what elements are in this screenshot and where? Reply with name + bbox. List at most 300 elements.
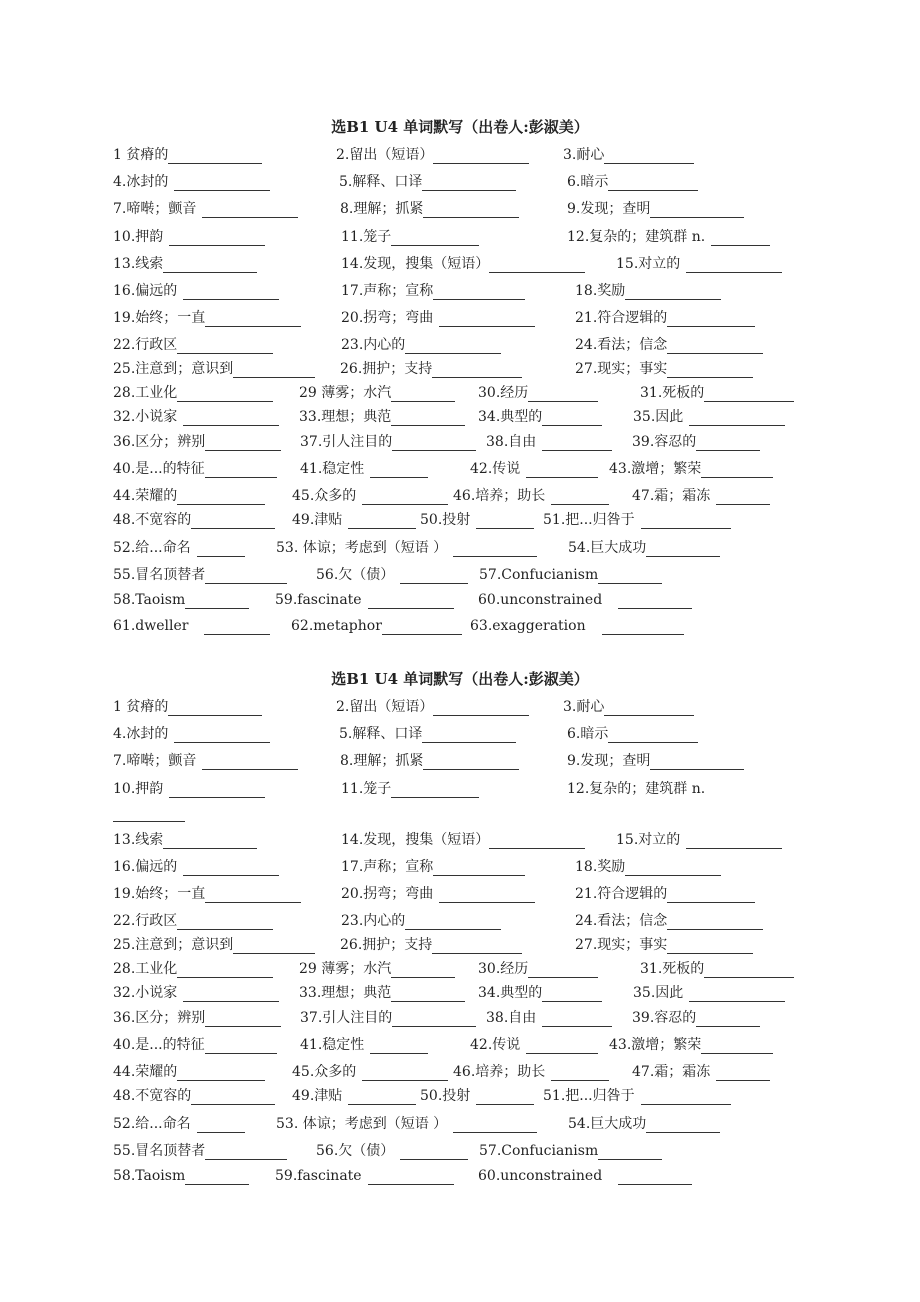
vocab-item [113, 831, 257, 849]
answer-blank[interactable] [391, 963, 455, 978]
vocab-item [478, 408, 602, 426]
sheet-title: 选B1 U4 单词默写（出卷人:彭淑美） [331, 118, 589, 136]
answer-blank[interactable] [191, 514, 275, 529]
vocab-item [341, 885, 535, 903]
vocab-item [292, 1063, 448, 1081]
answer-blank[interactable] [542, 436, 612, 451]
vocab-item [299, 960, 455, 978]
answer-blank[interactable] [168, 701, 262, 716]
answer-blank[interactable] [625, 861, 721, 876]
vocab-item [420, 511, 534, 529]
vocab-item [633, 408, 785, 426]
vocab-item [292, 487, 448, 505]
vocab-item [113, 460, 277, 478]
vocab-prompt: 44.荣耀的 [113, 1064, 178, 1080]
answer-blank[interactable] [183, 861, 279, 876]
answer-blank[interactable] [400, 1145, 468, 1160]
vocab-prompt: 37.引人注目的 [300, 434, 393, 450]
vocab-item [575, 336, 763, 354]
vocab-item [113, 752, 298, 770]
vocab-prompt: 19.始终；一直 [113, 310, 206, 326]
answer-blank[interactable] [205, 1145, 287, 1160]
vocab-prompt: 53. 体谅；考虑到（短语 ） [276, 540, 448, 556]
answer-blank[interactable] [551, 490, 609, 505]
vocab-item [276, 1115, 537, 1133]
vocab-prompt: 8.理解；抓紧 [340, 753, 424, 769]
answer-blank[interactable] [202, 755, 298, 770]
answer-blank[interactable] [202, 203, 298, 218]
answer-blank[interactable] [701, 463, 773, 478]
answer-blank[interactable] [169, 783, 265, 798]
vocab-item [568, 539, 720, 557]
answer-blank[interactable] [113, 807, 185, 822]
vocab-prompt: 45.众多的 [292, 1064, 357, 1080]
answer-blank[interactable] [646, 1118, 720, 1133]
vocab-item [300, 1009, 476, 1027]
vocab-prompt: 36.区分；辨别 [113, 1010, 206, 1026]
vocab-prompt: 1 贫瘠的 [113, 699, 169, 715]
vocab-item [341, 912, 501, 930]
vocab-prompt: 7.啼啭；颤音 [113, 201, 197, 217]
vocab-item [340, 936, 522, 954]
vocab-item [113, 1009, 281, 1027]
vocab-prompt: 50.投射 [420, 512, 471, 528]
vocab-prompt: 5.解释、口译 [339, 174, 423, 190]
vocab-item [275, 591, 454, 609]
vocab-item [563, 146, 694, 164]
answer-blank[interactable] [696, 436, 760, 451]
answer-blank[interactable] [168, 149, 262, 164]
answer-blank[interactable] [476, 1090, 534, 1105]
vocab-prompt: 15.对立的 [616, 832, 681, 848]
vocab-prompt: 9.发现；查明 [567, 201, 651, 217]
answer-blank[interactable] [197, 542, 245, 557]
answer-blank[interactable] [608, 728, 698, 743]
vocab-prompt: 4.冰封的 [113, 174, 169, 190]
answer-blank[interactable] [391, 411, 465, 426]
vocab-prompt: 25.注意到；意识到 [113, 937, 234, 953]
vocab-item [470, 1036, 598, 1054]
vocab-item [479, 1142, 662, 1160]
answer-blank[interactable] [598, 1145, 662, 1160]
vocab-prompt: 51.把...归咎于 [543, 512, 635, 528]
vocab-prompt: 34.典型的 [478, 409, 543, 425]
answer-blank[interactable] [183, 411, 279, 426]
answer-blank[interactable] [453, 542, 537, 557]
vocab-prompt: 5.解释、口译 [339, 726, 423, 742]
answer-blank[interactable] [641, 1090, 731, 1105]
vocab-prompt: 60.unconstrained [478, 592, 603, 608]
vocab-item [341, 309, 535, 327]
answer-blank[interactable] [618, 594, 692, 609]
answer-blank[interactable] [667, 915, 763, 930]
answer-blank[interactable] [641, 514, 731, 529]
vocab-prompt: 22.行政区 [113, 337, 178, 353]
vocab-prompt: 36.区分；辨别 [113, 434, 206, 450]
vocab-prompt: 8.理解；抓紧 [340, 201, 424, 217]
vocab-item [113, 1087, 275, 1105]
answer-blank[interactable] [667, 312, 755, 327]
vocab-item [113, 1115, 245, 1133]
vocab-item [470, 617, 684, 635]
vocab-item [575, 912, 763, 930]
answer-blank[interactable] [205, 312, 301, 327]
answer-blank[interactable] [400, 569, 468, 584]
vocab-prompt: 24.看法；信念 [575, 337, 668, 353]
vocab-item [568, 1115, 720, 1133]
vocab-prompt: 43.激增；繁荣 [609, 1037, 702, 1053]
answer-blank[interactable] [667, 363, 753, 378]
vocab-prompt: 55.冒名顶替者 [113, 1143, 206, 1159]
vocab-prompt: 24.看法；信念 [575, 913, 668, 929]
answer-blank[interactable] [604, 149, 694, 164]
vocab-prompt: 48.不宽容的 [113, 1088, 192, 1104]
answer-blank[interactable] [476, 514, 534, 529]
vocab-prompt: 30.经历 [478, 385, 529, 401]
answer-blank[interactable] [177, 387, 273, 402]
vocab-item [113, 511, 275, 529]
vocab-prompt: 2.留出（短语） [336, 699, 434, 715]
vocab-prompt: 39.容忍的 [632, 434, 697, 450]
vocab-item [478, 960, 598, 978]
vocab-prompt: 17.声称；宣称 [341, 283, 434, 299]
answer-blank[interactable] [433, 285, 525, 300]
sheet-title: 选B1 U4 单词默写（出卷人:彭淑美） [331, 670, 589, 688]
vocab-prompt: 39.容忍的 [632, 1010, 697, 1026]
vocab-prompt: 25.注意到；意识到 [113, 361, 234, 377]
answer-blank[interactable] [197, 1118, 245, 1133]
answer-blank[interactable] [205, 463, 277, 478]
answer-blank[interactable] [348, 1090, 416, 1105]
vocab-item [470, 460, 598, 478]
answer-blank[interactable] [646, 542, 720, 557]
vocab-prompt: 3.耐心 [563, 699, 605, 715]
vocab-prompt: 57.Confucianism [479, 1143, 599, 1159]
vocab-item [113, 384, 273, 402]
answer-blank[interactable] [382, 620, 462, 635]
vocab-item [299, 408, 465, 426]
vocab-prompt: 57.Confucianism [479, 567, 599, 583]
answer-blank[interactable] [716, 1066, 770, 1081]
vocab-item [339, 173, 516, 191]
answer-blank[interactable] [432, 939, 522, 954]
answer-blank[interactable] [348, 514, 416, 529]
vocab-prompt: 21.符合逻辑的 [575, 886, 668, 902]
vocab-item [292, 1087, 416, 1105]
answer-blank[interactable] [551, 1066, 609, 1081]
vocab-item [113, 1142, 287, 1160]
answer-blank[interactable] [177, 1066, 265, 1081]
vocab-prompt: 13.线索 [113, 832, 164, 848]
answer-blank[interactable] [704, 387, 794, 402]
vocab-prompt: 4.冰封的 [113, 726, 169, 742]
vocab-prompt: 30.经历 [478, 961, 529, 977]
answer-blank[interactable] [362, 1066, 448, 1081]
answer-blank[interactable] [598, 569, 662, 584]
vocab-item [113, 960, 273, 978]
vocab-prompt: 15.对立的 [616, 256, 681, 272]
vocab-prompt: 12.复杂的；建筑群 n. [567, 229, 706, 245]
answer-blank[interactable] [453, 1118, 537, 1133]
vocab-item [276, 539, 537, 557]
vocab-item [113, 282, 279, 300]
vocab-item [632, 433, 760, 451]
vocab-item [420, 1087, 534, 1105]
vocab-item [113, 858, 279, 876]
answer-blank[interactable] [163, 258, 257, 273]
vocab-prompt: 37.引人注目的 [300, 1010, 393, 1026]
answer-blank[interactable] [489, 834, 585, 849]
vocab-prompt: 44.荣耀的 [113, 488, 178, 504]
answer-blank[interactable] [433, 701, 529, 716]
vocab-item [292, 511, 416, 529]
vocab-item [567, 725, 698, 743]
answer-blank[interactable] [686, 258, 782, 273]
answer-blank[interactable] [604, 701, 694, 716]
vocab-item [567, 173, 698, 191]
answer-blank[interactable] [625, 285, 721, 300]
vocab-prompt: 6.暗示 [567, 726, 609, 742]
answer-blank[interactable] [391, 987, 465, 1002]
vocab-prompt: 22.行政区 [113, 913, 178, 929]
vocab-prompt: 23.内心的 [341, 913, 406, 929]
vocab-prompt: 11.笼子 [341, 781, 392, 797]
vocab-prompt: 46.培养；助长 [453, 488, 546, 504]
answer-blank[interactable] [528, 963, 598, 978]
answer-blank[interactable] [391, 783, 479, 798]
vocab-prompt: 10.押韵 [113, 229, 164, 245]
vocab-prompt: 18.奖励 [575, 859, 626, 875]
answer-blank[interactable] [163, 834, 257, 849]
answer-blank[interactable] [362, 490, 448, 505]
answer-blank[interactable] [205, 436, 281, 451]
answer-blank[interactable] [528, 387, 598, 402]
vocab-item [275, 1167, 454, 1185]
vocab-prompt: 14.发现，搜集（短语） [341, 832, 490, 848]
answer-blank[interactable] [185, 594, 249, 609]
vocab-item [336, 146, 529, 164]
answer-blank[interactable] [433, 861, 525, 876]
answer-blank[interactable] [405, 339, 501, 354]
answer-blank[interactable] [169, 231, 265, 246]
answer-blank[interactable] [422, 176, 516, 191]
answer-blank[interactable] [191, 1090, 275, 1105]
vocab-item [113, 408, 279, 426]
vocab-item [616, 831, 782, 849]
answer-blank[interactable] [667, 939, 753, 954]
answer-blank[interactable] [650, 203, 744, 218]
answer-blank[interactable] [704, 963, 794, 978]
vocab-prompt: 52.给...命名 [113, 540, 191, 556]
vocab-item [543, 511, 731, 529]
vocab-item [113, 433, 281, 451]
vocab-prompt: 38.自由 [486, 434, 537, 450]
vocab-prompt: 29 薄雾；水汽 [299, 385, 392, 401]
vocab-item [113, 487, 265, 505]
vocab-prompt: 16.偏远的 [113, 859, 178, 875]
answer-blank[interactable] [177, 490, 265, 505]
vocab-item [113, 912, 273, 930]
vocab-prompt: 27.现实；事实 [575, 937, 668, 953]
answer-blank[interactable] [233, 363, 315, 378]
answer-blank[interactable] [542, 411, 602, 426]
vocab-item [299, 384, 455, 402]
answer-blank[interactable] [204, 620, 270, 635]
vocab-prompt: 42.传说 [470, 461, 521, 477]
vocab-item [113, 309, 301, 327]
answer-blank[interactable] [701, 1039, 773, 1054]
answer-blank[interactable] [526, 463, 598, 478]
answer-blank[interactable] [618, 1170, 692, 1185]
answer-blank[interactable] [205, 1039, 277, 1054]
answer-blank[interactable] [177, 963, 273, 978]
answer-blank[interactable] [716, 490, 770, 505]
answer-blank[interactable] [422, 728, 516, 743]
vocab-item [575, 858, 721, 876]
vocab-prompt: 21.符合逻辑的 [575, 310, 668, 326]
vocab-prompt: 9.发现；查明 [567, 753, 651, 769]
answer-blank[interactable] [391, 231, 479, 246]
vocab-prompt: 11.笼子 [341, 229, 392, 245]
vocab-item [567, 780, 705, 798]
vocab-item [478, 591, 692, 609]
answer-blank[interactable] [177, 915, 273, 930]
answer-blank[interactable] [233, 939, 315, 954]
vocab-prompt: 42.传说 [470, 1037, 521, 1053]
vocab-prompt: 1 贫瘠的 [113, 147, 169, 163]
answer-blank[interactable] [696, 1012, 760, 1027]
answer-blank[interactable] [205, 1012, 281, 1027]
answer-blank[interactable] [526, 1039, 598, 1054]
vocab-item [341, 858, 525, 876]
answer-blank[interactable] [602, 620, 684, 635]
vocab-prompt: 35.因此 [633, 985, 684, 1001]
vocab-prompt: 50.投射 [420, 1088, 471, 1104]
vocab-prompt: 45.众多的 [292, 488, 357, 504]
vocab-item [113, 1036, 277, 1054]
answer-blank[interactable] [439, 312, 535, 327]
vocab-prompt: 16.偏远的 [113, 283, 178, 299]
vocab-item [113, 566, 287, 584]
answer-blank[interactable] [392, 436, 476, 451]
vocab-prompt: 60.unconstrained [478, 1168, 603, 1184]
vocab-item [575, 282, 721, 300]
vocab-prompt: 58.Taoism [113, 592, 186, 608]
vocab-item [113, 617, 270, 635]
vocab-item [567, 228, 770, 246]
answer-blank[interactable] [423, 203, 519, 218]
answer-blank[interactable] [391, 387, 455, 402]
vocab-prompt: 28.工业化 [113, 385, 178, 401]
vocab-prompt: 34.典型的 [478, 985, 543, 1001]
vocab-prompt: 55.冒名顶替者 [113, 567, 206, 583]
answer-blank[interactable] [650, 755, 744, 770]
answer-blank[interactable] [174, 728, 270, 743]
vocab-prompt: 35.因此 [633, 409, 684, 425]
answer-blank[interactable] [608, 176, 698, 191]
answer-blank[interactable] [433, 149, 529, 164]
vocab-prompt: 59.fascinate [275, 592, 362, 608]
vocab-item [340, 200, 519, 218]
answer-blank[interactable] [423, 755, 519, 770]
vocab-prompt: 48.不宽容的 [113, 512, 192, 528]
answer-blank[interactable] [205, 888, 301, 903]
answer-blank[interactable] [689, 987, 785, 1002]
vocab-item [567, 200, 744, 218]
vocab-prompt: 53. 体谅；考虑到（短语 ） [276, 1116, 448, 1132]
vocab-item [316, 566, 468, 584]
vocab-prompt: 14.发现，搜集（短语） [341, 256, 490, 272]
answer-blank[interactable] [174, 176, 270, 191]
vocab-prompt: 26.拥护；支持 [340, 937, 433, 953]
vocab-item [113, 228, 265, 246]
vocab-item [640, 960, 794, 978]
answer-blank[interactable] [489, 258, 585, 273]
vocab-item [640, 384, 794, 402]
vocab-item [299, 984, 465, 1002]
vocab-item [633, 984, 785, 1002]
answer-blank[interactable] [177, 339, 273, 354]
answer-blank[interactable] [711, 231, 770, 246]
vocab-prompt: 43.激增；繁荣 [609, 461, 702, 477]
vocab-prompt: 23.内心的 [341, 337, 406, 353]
answer-blank[interactable] [183, 285, 279, 300]
vocab-prompt: 12.复杂的；建筑群 n. [567, 781, 706, 797]
vocab-prompt: 40.是...的特征 [113, 461, 205, 477]
vocab-item [478, 384, 598, 402]
answer-blank[interactable] [667, 888, 755, 903]
vocab-prompt: 62.metaphor [291, 618, 382, 634]
answer-blank[interactable] [370, 1039, 428, 1054]
answer-blank-wrapped[interactable] [113, 804, 185, 822]
vocab-item [113, 200, 298, 218]
vocab-prompt: 56.欠（债） [316, 567, 395, 583]
vocab-item [575, 360, 753, 378]
answer-blank[interactable] [686, 834, 782, 849]
vocab-item [336, 698, 529, 716]
answer-blank[interactable] [392, 1012, 476, 1027]
vocab-prompt: 63.exaggeration [470, 618, 586, 634]
vocab-item [113, 780, 265, 798]
vocab-prompt: 20.拐弯；弯曲 [341, 310, 434, 326]
answer-blank[interactable] [185, 1170, 249, 1185]
vocab-item [113, 885, 301, 903]
answer-blank[interactable] [205, 569, 287, 584]
vocab-item [575, 309, 755, 327]
answer-blank[interactable] [542, 987, 602, 1002]
vocab-item [478, 1167, 692, 1185]
vocab-item [113, 984, 279, 1002]
answer-blank[interactable] [667, 339, 763, 354]
answer-blank[interactable] [368, 594, 454, 609]
answer-blank[interactable] [689, 411, 785, 426]
answer-blank[interactable] [370, 463, 428, 478]
answer-blank[interactable] [542, 1012, 612, 1027]
answer-blank[interactable] [183, 987, 279, 1002]
vocab-item [113, 1063, 265, 1081]
vocab-item [113, 146, 262, 164]
answer-blank[interactable] [368, 1170, 454, 1185]
vocab-prompt: 20.拐弯；弯曲 [341, 886, 434, 902]
answer-blank[interactable] [439, 888, 535, 903]
vocab-item [341, 228, 479, 246]
answer-blank[interactable] [405, 915, 501, 930]
vocab-prompt: 41.稳定性 [300, 461, 365, 477]
vocab-prompt: 2.留出（短语） [336, 147, 434, 163]
vocab-item [632, 1063, 770, 1081]
answer-blank[interactable] [432, 363, 522, 378]
vocab-item [632, 487, 770, 505]
